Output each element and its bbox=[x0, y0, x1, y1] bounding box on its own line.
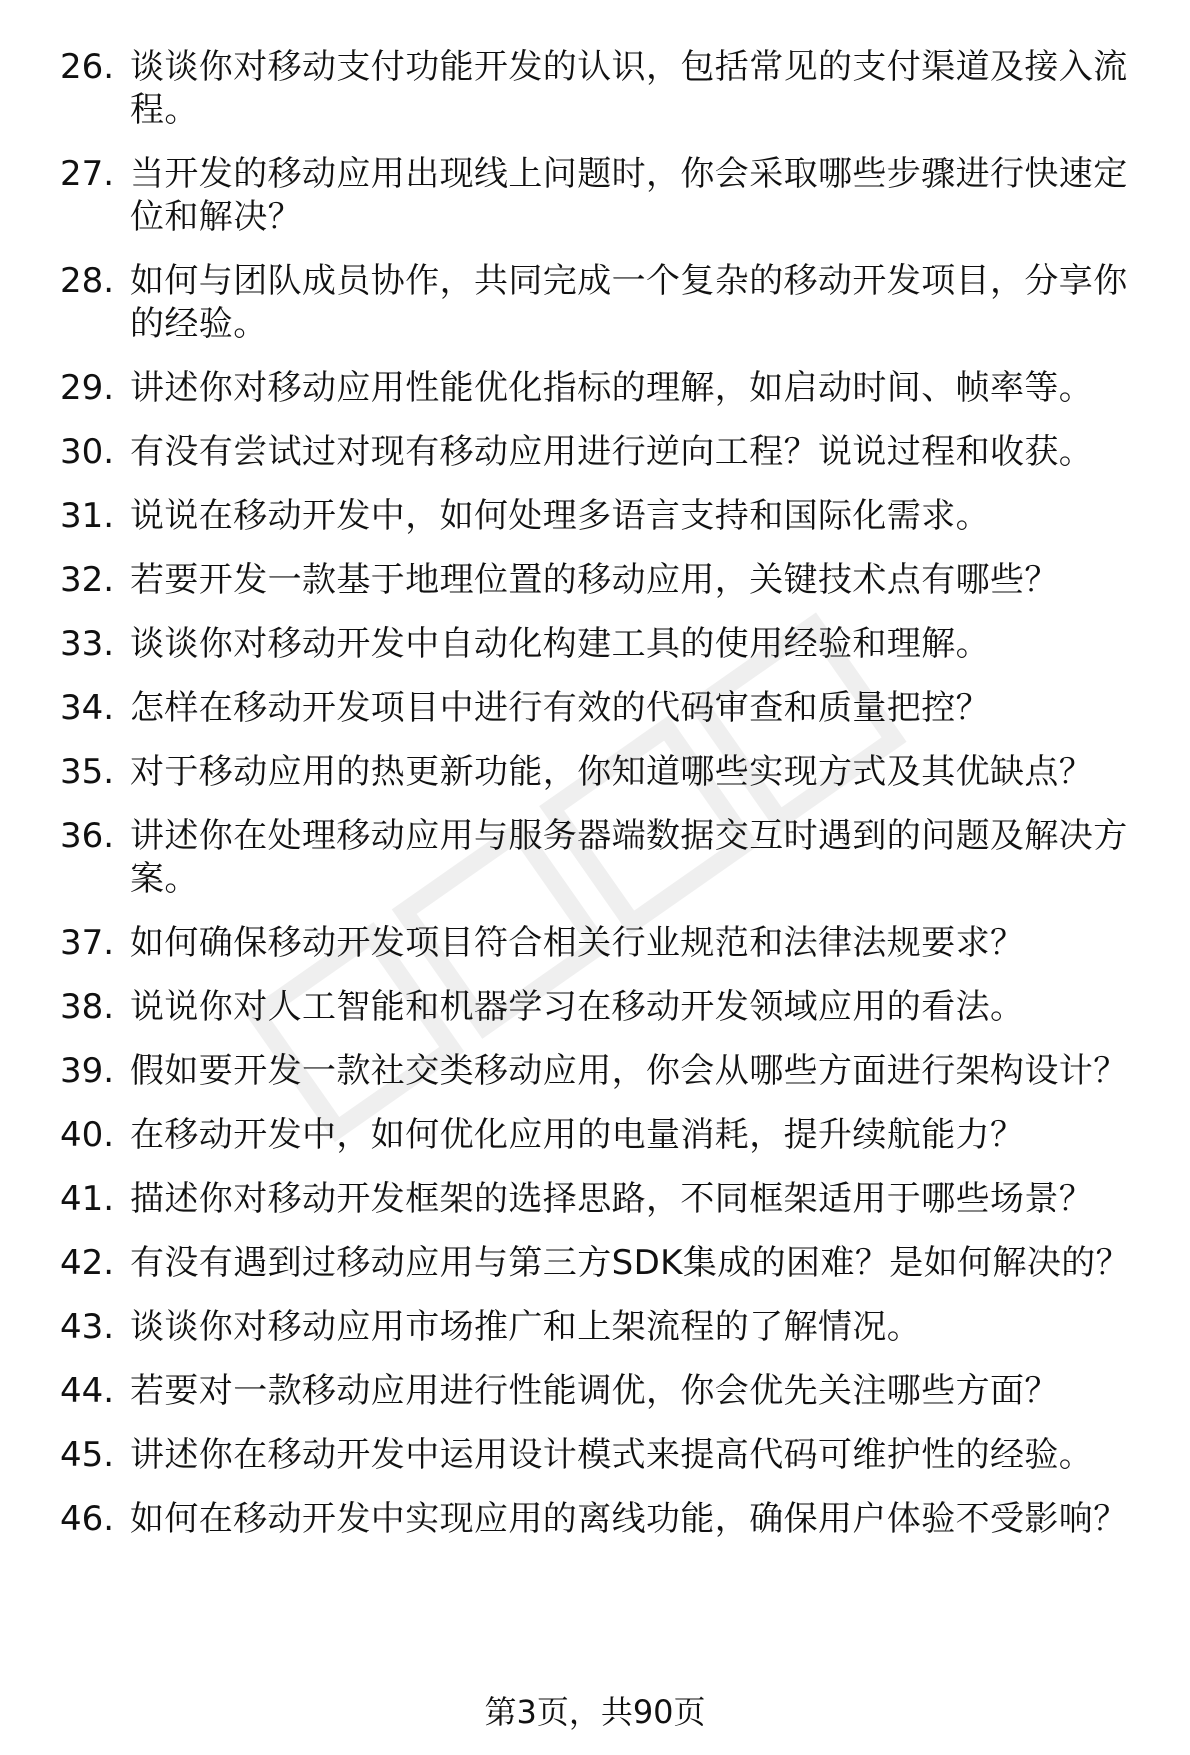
question-text: 当开发的移动应用出现线上问题时，你会采取哪些步骤进行快速定位和解决？ bbox=[130, 154, 1128, 237]
question-number: 33. bbox=[60, 624, 115, 664]
question-list bbox=[60, 46, 1150, 1562]
question-item bbox=[60, 260, 1150, 346]
question-item bbox=[60, 815, 1150, 901]
question-text: 谈谈你对移动支付功能开发的认识，包括常见的支付渠道及接入流程。 bbox=[130, 47, 1128, 130]
question-item bbox=[60, 922, 1150, 965]
question-text: 描述你对移动开发框架的选择思路，不同框架适用于哪些场景？ bbox=[130, 1179, 1094, 1219]
question-number: 40. bbox=[60, 1115, 115, 1155]
question-item bbox=[60, 1306, 1150, 1349]
question-number: 39. bbox=[60, 1051, 115, 1091]
question-text: 若要对一款移动应用进行性能调优，你会优先关注哪些方面？ bbox=[130, 1371, 1059, 1411]
question-number: 34. bbox=[60, 688, 115, 728]
question-item bbox=[60, 1498, 1150, 1541]
question-text: 怎样在移动开发项目中进行有效的代码审查和质量把控？ bbox=[130, 688, 990, 728]
question-text: 说说你对人工智能和机器学习在移动开发领域应用的看法。 bbox=[130, 987, 1025, 1027]
question-item bbox=[60, 559, 1150, 602]
question-number: 41. bbox=[60, 1179, 115, 1219]
question-text: 讲述你在移动开发中运用设计模式来提高代码可维护性的经验。 bbox=[130, 1435, 1094, 1475]
question-item bbox=[60, 1434, 1150, 1477]
question-number: 28. bbox=[60, 261, 115, 301]
question-item bbox=[60, 986, 1150, 1029]
question-item bbox=[60, 1242, 1150, 1285]
question-item bbox=[60, 153, 1150, 239]
question-text: 说说在移动开发中，如何处理多语言支持和国际化需求。 bbox=[130, 496, 990, 536]
question-number: 42. bbox=[60, 1243, 115, 1283]
question-item bbox=[60, 623, 1150, 666]
question-number: 30. bbox=[60, 432, 115, 472]
question-text: 假如要开发一款社交类移动应用，你会从哪些方面进行架构设计？ bbox=[130, 1051, 1128, 1091]
question-item bbox=[60, 1050, 1150, 1093]
question-item bbox=[60, 1370, 1150, 1413]
question-item bbox=[60, 495, 1150, 538]
question-number: 46. bbox=[60, 1499, 115, 1539]
question-number: 37. bbox=[60, 923, 115, 963]
question-text: 有没有遇到过移动应用与第三方SDK集成的困难？是如何解决的？ bbox=[130, 1243, 1131, 1283]
question-item bbox=[60, 687, 1150, 730]
question-text: 如何与团队成员协作，共同完成一个复杂的移动开发项目，分享你的经验。 bbox=[130, 261, 1128, 344]
page-number: 第3页，共90页 bbox=[484, 1693, 706, 1731]
question-text: 在移动开发中，如何优化应用的电量消耗，提升续航能力？ bbox=[130, 1115, 1025, 1155]
question-number: 29. bbox=[60, 368, 115, 408]
question-number: 44. bbox=[60, 1371, 115, 1411]
question-item bbox=[60, 1178, 1150, 1221]
question-text: 讲述你在处理移动应用与服务器端数据交互时遇到的问题及解决方案。 bbox=[130, 816, 1128, 899]
question-number: 26. bbox=[60, 47, 115, 87]
question-text: 谈谈你对移动开发中自动化构建工具的使用经验和理解。 bbox=[130, 624, 990, 664]
question-number: 43. bbox=[60, 1307, 115, 1347]
question-item bbox=[60, 751, 1150, 794]
question-item bbox=[60, 1114, 1150, 1157]
question-item bbox=[60, 367, 1150, 410]
question-number: 45. bbox=[60, 1435, 115, 1475]
question-number: 31. bbox=[60, 496, 115, 536]
question-number: 27. bbox=[60, 154, 115, 194]
question-item bbox=[60, 431, 1150, 474]
question-text: 如何在移动开发中实现应用的离线功能，确保用户体验不受影响？ bbox=[130, 1499, 1128, 1539]
question-number: 35. bbox=[60, 752, 115, 792]
question-text: 对于移动应用的热更新功能，你知道哪些实现方式及其优缺点？ bbox=[130, 752, 1094, 792]
question-number: 38. bbox=[60, 987, 115, 1027]
question-number: 32. bbox=[60, 560, 115, 600]
question-text: 有没有尝试过对现有移动应用进行逆向工程？说说过程和收获。 bbox=[130, 432, 1094, 472]
question-number: 36. bbox=[60, 816, 115, 856]
question-text: 如何确保移动开发项目符合相关行业规范和法律法规要求？ bbox=[130, 923, 1025, 963]
question-item bbox=[60, 46, 1150, 132]
question-text: 谈谈你对移动应用市场推广和上架流程的了解情况。 bbox=[130, 1307, 922, 1347]
question-text: 若要开发一款基于地理位置的移动应用，关键技术点有哪些？ bbox=[130, 560, 1059, 600]
question-text: 讲述你对移动应用性能优化指标的理解，如启动时间、帧率等。 bbox=[130, 368, 1094, 408]
